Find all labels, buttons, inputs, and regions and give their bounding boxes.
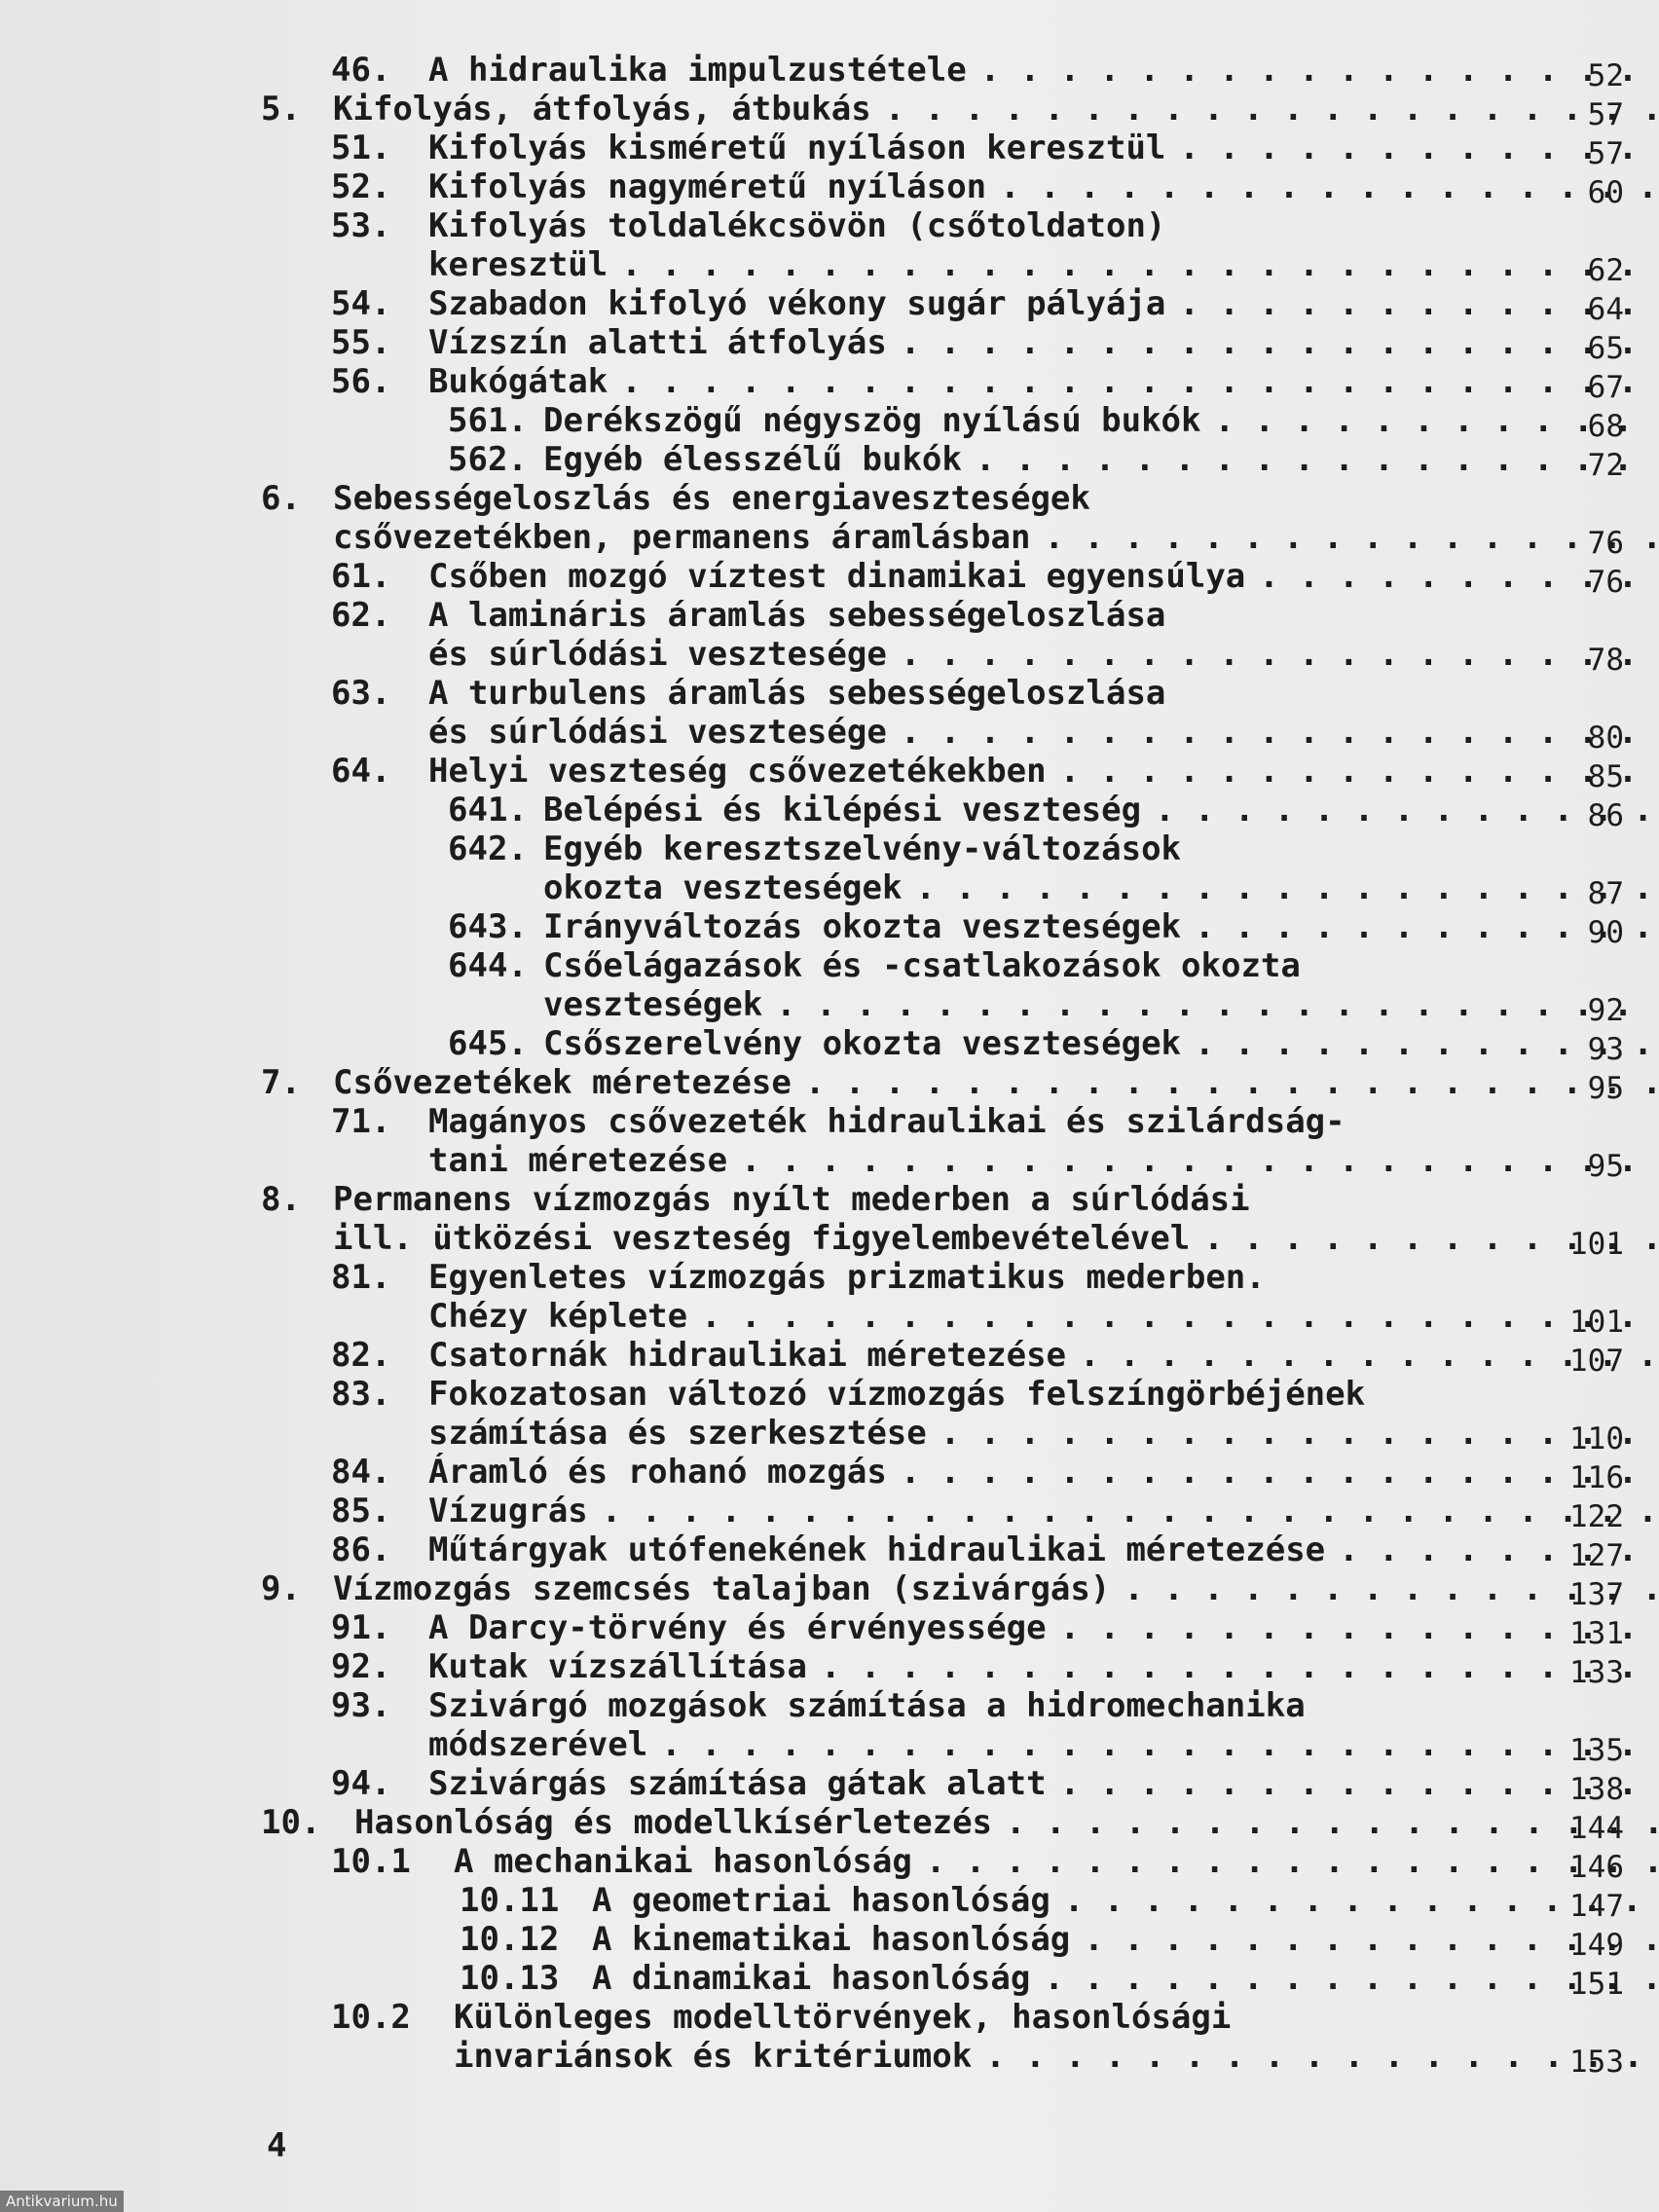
toc-section-number: 84.: [331, 1453, 391, 1492]
table-of-contents: [261, 51, 1624, 2080]
toc-section-number: 643.: [448, 907, 528, 946]
toc-section-number: 62.: [331, 596, 391, 635]
toc-title-line: [428, 1297, 1659, 1336]
toc-title: Szivárgó mozgások számítása a hidromechanika: [428, 1686, 1306, 1725]
toc-entry: [261, 1375, 1624, 1456]
toc-section-number: 83.: [331, 1375, 391, 1414]
toc-title-line: [333, 1569, 1659, 1608]
toc-title: A dinamikai hasonlóság: [592, 1959, 1031, 1998]
toc-line: [261, 1881, 1624, 1924]
toc-section-number: 10.13: [460, 1959, 560, 1998]
toc-section-number: 92.: [331, 1647, 391, 1686]
toc-page-number: 57: [1587, 97, 1624, 132]
toc-section-number: 94.: [331, 1764, 391, 1803]
toc-title: Helyi veszteség csővezetékekben: [428, 752, 1047, 791]
toc-page-number: 146: [1569, 1850, 1624, 1885]
toc-line: [261, 1024, 1624, 1067]
toc-line: [261, 596, 1624, 635]
toc-section-number: 9.: [261, 1569, 301, 1608]
toc-title-line: [354, 1803, 1659, 1842]
toc-page-number: 76: [1587, 565, 1624, 600]
toc-line: [261, 1842, 1624, 1885]
toc-page-number: 153: [1569, 2045, 1624, 2080]
toc-line: [261, 868, 1624, 911]
toc-entry: [261, 1881, 1624, 1924]
toc-title: A geometriai hasonlóság: [592, 1881, 1051, 1920]
toc-line: [261, 1647, 1624, 1690]
toc-section-number: 10.: [261, 1803, 321, 1842]
toc-line: [261, 51, 1624, 93]
toc-title-line: [543, 440, 1659, 479]
toc-section-number: 645.: [448, 1024, 528, 1063]
toc-line: [261, 946, 1624, 985]
toc-line: [261, 401, 1624, 444]
toc-title-line: [543, 868, 1659, 907]
toc-entry: [261, 129, 1624, 171]
toc-line: [261, 129, 1624, 171]
toc-title: Kifolyás nagyméretű nyíláson: [428, 167, 987, 206]
toc-section-number: 642.: [448, 830, 528, 868]
toc-title: Permanens vízmozgás nyílt mederben a súrlódási: [333, 1180, 1250, 1219]
toc-entry: [261, 1102, 1624, 1184]
toc-line: [261, 1530, 1624, 1573]
toc-section-number: 8.: [261, 1180, 301, 1219]
toc-section-number: 561.: [448, 401, 528, 440]
toc-section-number: 55.: [331, 323, 391, 362]
toc-line: [261, 1258, 1624, 1297]
toc-entry: [261, 1608, 1624, 1651]
toc-entry: [261, 557, 1624, 600]
toc-page-number: 147: [1569, 1889, 1624, 1924]
toc-title-line: [428, 1453, 1659, 1492]
toc-page-number: 149: [1569, 1928, 1624, 1963]
toc-page-number: 87: [1587, 876, 1624, 911]
toc-entry: [261, 907, 1624, 950]
toc-entry: [261, 1063, 1624, 1106]
toc-title: veszteségek: [543, 985, 763, 1024]
toc-line: [261, 1686, 1624, 1725]
toc-line: [261, 1764, 1624, 1807]
toc-section-number: 10.2: [331, 1998, 411, 2037]
toc-title-line: [428, 752, 1659, 791]
toc-entry: [261, 167, 1624, 210]
toc-title: Szivárgás számítása gátak alatt: [428, 1764, 1047, 1803]
toc-section-number: 52.: [331, 167, 391, 206]
toc-section-number: 641.: [448, 791, 528, 830]
toc-line: [261, 1920, 1624, 1963]
toc-section-number: 51.: [331, 129, 391, 167]
toc-title: A turbulens áramlás sebességeloszlása: [428, 674, 1166, 713]
toc-dot-leader: [602, 1492, 1659, 1530]
toc-line: [261, 1492, 1624, 1534]
toc-title: A mechanikai hasonlóság: [454, 1842, 912, 1881]
toc-entry: [261, 1258, 1624, 1340]
toc-entry: [261, 323, 1624, 366]
toc-title-line: [428, 129, 1659, 167]
toc-title: Kifolyás, átfolyás, átbukás: [333, 90, 871, 129]
toc-section-number: 91.: [331, 1608, 391, 1647]
toc-dot-leader: [621, 362, 1659, 401]
toc-title-line: [428, 1336, 1659, 1375]
toc-page-number: 95: [1587, 1071, 1624, 1106]
toc-line: [261, 1959, 1624, 2002]
toc-entry: [261, 362, 1624, 405]
toc-line: [261, 907, 1624, 950]
toc-line: [261, 557, 1624, 600]
toc-title-line: [428, 557, 1659, 596]
toc-entry: [261, 1024, 1624, 1067]
toc-title-line: [592, 1959, 1659, 1998]
toc-title: Derékszögű négyszög nyílású bukók: [543, 401, 1201, 440]
toc-page-number: 122: [1569, 1499, 1624, 1534]
toc-title: Irányváltozás okozta veszteségek: [543, 907, 1182, 946]
toc-section-number: 54.: [331, 284, 391, 323]
toc-line: [261, 2037, 1624, 2080]
toc-page-number: 93: [1587, 1032, 1624, 1067]
toc-entry: [261, 1530, 1624, 1573]
toc-page-number: 138: [1569, 1772, 1624, 1807]
toc-page-number: 116: [1569, 1460, 1624, 1495]
toc-entry: [261, 946, 1624, 1028]
toc-line: [261, 674, 1624, 713]
toc-entry: [261, 1959, 1624, 2002]
toc-line: [261, 791, 1624, 833]
toc-entry: [261, 440, 1624, 483]
toc-section-number: 10.12: [460, 1920, 560, 1959]
toc-title-line: [543, 985, 1659, 1024]
toc-section-number: 7.: [261, 1063, 301, 1102]
toc-page-number: 90: [1587, 915, 1624, 950]
toc-entry: [261, 1180, 1624, 1262]
toc-page-number: 62: [1587, 253, 1624, 288]
toc-title-line: [333, 518, 1659, 557]
toc-title-line: [428, 245, 1659, 284]
toc-entry: [261, 596, 1624, 678]
toc-line: [261, 1803, 1624, 1846]
toc-page-number: 101: [1569, 1227, 1624, 1262]
toc-title-line: [428, 1764, 1659, 1803]
toc-page-number: 85: [1587, 759, 1624, 794]
toc-title-line: [428, 1608, 1659, 1647]
toc-title-line: [428, 1141, 1659, 1180]
toc-title: Kifolyás kisméretű nyíláson keresztül: [428, 129, 1166, 167]
toc-title: számítása és szerkesztése: [428, 1414, 927, 1453]
toc-line: [261, 362, 1624, 405]
toc-page-number: 144: [1569, 1811, 1624, 1846]
toc-title: Kifolyás toldalékcsövön (csőtoldaton): [428, 206, 1166, 245]
toc-section-number: 10.1: [331, 1842, 411, 1881]
toc-entry: [261, 674, 1624, 756]
toc-title: A Darcy-törvény és érvényessége: [428, 1608, 1047, 1647]
toc-page-number: 57: [1587, 136, 1624, 171]
toc-entry: [261, 479, 1624, 561]
toc-page-number: 60: [1587, 175, 1624, 210]
toc-line: [261, 1063, 1624, 1106]
toc-section-number: 64.: [331, 752, 391, 791]
toc-section-number: 82.: [331, 1336, 391, 1375]
toc-section-number: 46.: [331, 51, 391, 90]
toc-section-number: 6.: [261, 479, 301, 518]
toc-page-number: 151: [1569, 1967, 1624, 2002]
toc-title: invariánsok és kritériumok: [454, 2037, 973, 2076]
toc-title: Csőszerelvény okozta veszteségek: [543, 1024, 1182, 1063]
toc-title: Sebességeloszlás és energiaveszteségek: [333, 479, 1090, 518]
toc-title-line: [428, 51, 1659, 90]
toc-entry: [261, 1803, 1624, 1846]
toc-title: Áramló és rohanó mozgás: [428, 1453, 887, 1492]
toc-section-number: 63.: [331, 674, 391, 713]
toc-section-number: 53.: [331, 206, 391, 245]
toc-entry: [261, 830, 1624, 911]
toc-line: [261, 1375, 1624, 1414]
toc-line: [261, 635, 1624, 678]
toc-page-number: 137: [1569, 1577, 1624, 1612]
toc-title: A kinematikai hasonlóság: [592, 1920, 1071, 1959]
toc-title: Egyenletes vízmozgás prizmatikus mederben.: [428, 1258, 1266, 1297]
toc-title-line: [428, 1414, 1659, 1453]
toc-title-line: [428, 635, 1659, 674]
toc-title-line: [428, 1492, 1659, 1530]
toc-title-line: [428, 713, 1659, 752]
toc-entry: [261, 90, 1624, 132]
toc-section-number: 86.: [331, 1530, 391, 1569]
toc-title-line: [428, 1647, 1659, 1686]
toc-page-number: 52: [1587, 58, 1624, 93]
toc-section-number: 81.: [331, 1258, 391, 1297]
toc-section-number: 644.: [448, 946, 528, 985]
toc-page-number: 80: [1587, 720, 1624, 756]
toc-section-number: 5.: [261, 90, 301, 129]
toc-entry: [261, 791, 1624, 833]
toc-line: [261, 1180, 1624, 1219]
toc-line: [261, 479, 1624, 518]
toc-page-number: 72: [1587, 448, 1624, 483]
toc-section-number: 56.: [331, 362, 391, 401]
toc-title-line: [454, 2037, 1659, 2076]
toc-title: csővezetékben, permanens áramlásban: [333, 518, 1031, 557]
toc-section-number: 61.: [331, 557, 391, 596]
toc-title: Kutak vízszállítása: [428, 1647, 807, 1686]
toc-title: Bukógátak: [428, 362, 608, 401]
toc-title: Egyéb élesszélű bukók: [543, 440, 962, 479]
toc-line: [261, 518, 1624, 561]
toc-entry: [261, 752, 1624, 794]
toc-title-line: [428, 167, 1659, 206]
toc-line: [261, 1569, 1624, 1612]
toc-line: [261, 1414, 1624, 1456]
toc-page-number: 92: [1587, 993, 1624, 1028]
toc-title: Egyéb keresztszelvény-változások: [543, 830, 1182, 868]
toc-title: Csőben mozgó víztest dinamikai egyensúlya: [428, 557, 1246, 596]
toc-page-number: 86: [1587, 798, 1624, 833]
toc-entry: [261, 1998, 1624, 2080]
toc-line: [261, 985, 1624, 1028]
toc-title: Műtárgyak utófenekének hidraulikai méretezése: [428, 1530, 1326, 1569]
toc-title: Magányos csővezeték hidraulikai és szilárdság-: [428, 1102, 1346, 1141]
toc-line: [261, 752, 1624, 794]
toc-line: [261, 90, 1624, 132]
toc-title: Belépési és kilépési veszteség: [543, 791, 1142, 830]
toc-entry: [261, 1686, 1624, 1768]
toc-line: [261, 284, 1624, 327]
toc-title: Szabadon kifolyó vékony sugár pályája: [428, 284, 1166, 323]
toc-line: [261, 206, 1624, 245]
toc-title: módszerével: [428, 1725, 648, 1764]
toc-title: Chézy képlete: [428, 1297, 688, 1336]
toc-page-number: 95: [1587, 1149, 1624, 1184]
toc-title-line: [543, 1024, 1659, 1063]
toc-title: Vízszín alatti átfolyás: [428, 323, 887, 362]
toc-title: és súrlódási vesztesége: [428, 635, 887, 674]
toc-title-line: [592, 1920, 1659, 1959]
toc-entry: [261, 206, 1624, 288]
toc-title: Hasonlóság és modellkísérletezés: [354, 1803, 993, 1842]
toc-entry: [261, 1453, 1624, 1495]
toc-section-number: 71.: [331, 1102, 391, 1141]
toc-page-number: 107: [1569, 1344, 1624, 1379]
toc-line: [261, 1102, 1624, 1141]
toc-line: [261, 245, 1624, 288]
toc-title: Csőelágazások és -csatlakozások okozta: [543, 946, 1301, 985]
toc-entry: [261, 1764, 1624, 1807]
toc-line: [261, 713, 1624, 756]
toc-dot-leader: [621, 245, 1659, 284]
toc-title-line: [333, 1219, 1659, 1258]
toc-page-number: 133: [1569, 1655, 1624, 1690]
toc-title: Vízugrás: [428, 1492, 588, 1530]
toc-page-number: 135: [1569, 1733, 1624, 1768]
toc-entry: [261, 51, 1624, 93]
toc-title: Vízmozgás szemcsés talajban (szivárgás): [333, 1569, 1111, 1608]
toc-title-line: [543, 907, 1659, 946]
toc-line: [261, 830, 1624, 868]
toc-line: [261, 1608, 1624, 1651]
toc-title: okozta veszteségek: [543, 868, 903, 907]
toc-title: A hidraulika impulzustétele: [428, 51, 967, 90]
toc-section-number: 562.: [448, 440, 528, 479]
toc-title: Csővezetékek méretezése: [333, 1063, 792, 1102]
toc-title-line: [428, 323, 1659, 362]
toc-title-line: [333, 90, 1659, 129]
toc-title-line: [454, 1842, 1659, 1881]
toc-line: [261, 1453, 1624, 1495]
toc-page-number: 76: [1587, 526, 1624, 561]
toc-title-line: [333, 1063, 1659, 1102]
toc-line: [261, 1998, 1624, 2037]
toc-line: [261, 1141, 1624, 1184]
toc-title: A lamináris áramlás sebességeloszlása: [428, 596, 1166, 635]
toc-entry: [261, 1492, 1624, 1534]
toc-title: tani méretezése: [428, 1141, 728, 1180]
toc-title: ill. ütközési veszteség figyelembevételével: [333, 1219, 1191, 1258]
toc-line: [261, 1219, 1624, 1262]
toc-page-number: 67: [1587, 370, 1624, 405]
toc-entry: [261, 1569, 1624, 1612]
toc-section-number: 93.: [331, 1686, 391, 1725]
toc-entry: [261, 1647, 1624, 1690]
toc-title-line: [428, 284, 1659, 323]
toc-title: Csatornák hidraulikai méretezése: [428, 1336, 1067, 1375]
toc-line: [261, 440, 1624, 483]
toc-line: [261, 323, 1624, 366]
toc-title-line: [428, 1530, 1659, 1569]
toc-line: [261, 1725, 1624, 1768]
toc-entry: [261, 284, 1624, 327]
toc-title: Fokozatosan változó vízmozgás felszíngörbéjének: [428, 1375, 1366, 1414]
toc-entry: [261, 1920, 1624, 1963]
toc-title-line: [592, 1881, 1659, 1920]
toc-page-number: 64: [1587, 292, 1624, 327]
toc-title-line: [543, 401, 1659, 440]
toc-page-number: 65: [1587, 331, 1624, 366]
toc-page-number: 68: [1587, 409, 1624, 444]
toc-page-number: 127: [1569, 1538, 1624, 1573]
page-number: 4: [267, 2126, 287, 2165]
toc-title-line: [428, 1725, 1659, 1764]
toc-title: keresztül: [428, 245, 608, 284]
toc-page-number: 131: [1569, 1616, 1624, 1651]
watermark: Antikvarium.hu: [0, 2191, 124, 2212]
toc-line: [261, 1297, 1624, 1340]
toc-line: [261, 167, 1624, 210]
toc-title: Különleges modelltörvények, hasonlósági: [454, 1998, 1232, 2037]
toc-section-number: 85.: [331, 1492, 391, 1530]
toc-title-line: [543, 791, 1659, 830]
toc-page-number: 110: [1569, 1421, 1624, 1456]
toc-entry: [261, 1842, 1624, 1885]
toc-entry: [261, 401, 1624, 444]
toc-line: [261, 1336, 1624, 1379]
toc-page-number: 78: [1587, 643, 1624, 678]
toc-page-number: 101: [1569, 1305, 1624, 1340]
toc-section-number: 10.11: [460, 1881, 560, 1920]
toc-title-line: [428, 362, 1659, 401]
toc-title: és súrlódási vesztesége: [428, 713, 887, 752]
toc-entry: [261, 1336, 1624, 1379]
